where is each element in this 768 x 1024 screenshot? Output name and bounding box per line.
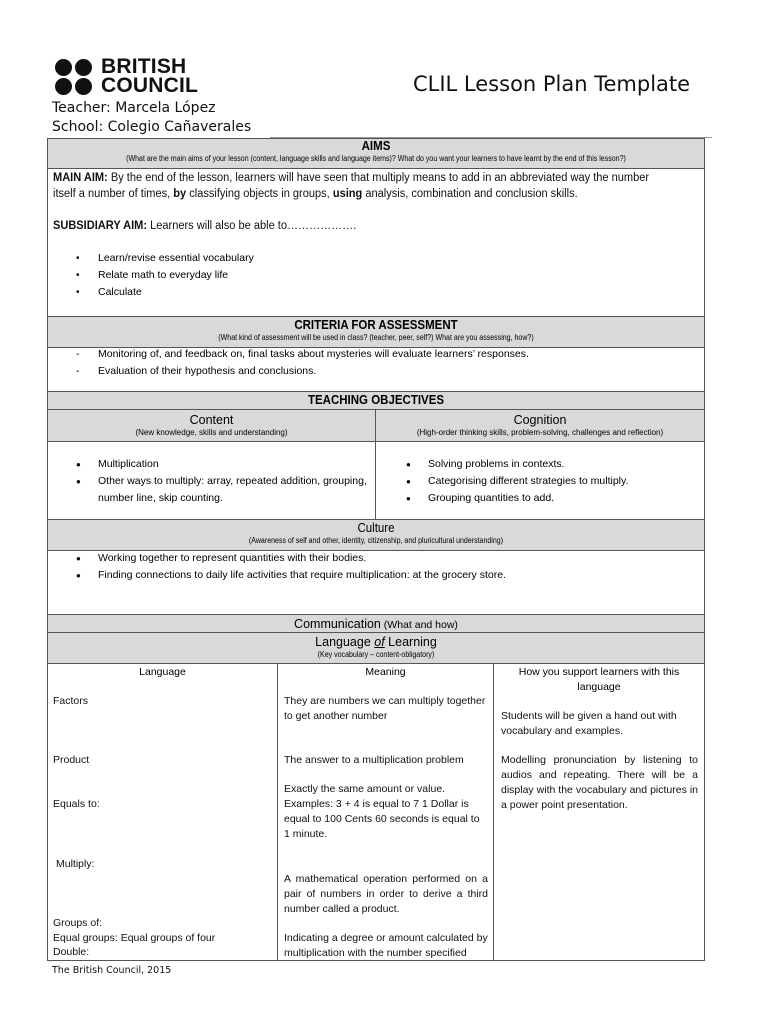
content-column-header [48,412,375,438]
school-line: School: Colegio Cañaverales [52,119,252,135]
list-item: • Relate math to everyday life [76,267,476,284]
meaning-column-header: Meaning [365,666,406,678]
meaning-double: Indicating a degree or amount calculated by multiplication with the number specified [284,932,488,959]
cognition-subtitle: (High-order thinking skills, problem-solving, challenges and reflection) [416,428,664,437]
term-groups-of: Groups of: [53,917,103,929]
term-product: Product [53,754,90,766]
term-factors: Factors [53,695,89,707]
footer-copyright: The British Council, 2015 [52,965,172,976]
list-item: • Learn/revise essential vocabulary [76,250,476,267]
term-double: Double: [53,946,90,958]
content-list [76,456,368,507]
teacher-line: Teacher: Marcela López [52,100,216,116]
assessment-header [48,317,704,347]
subsidiary-aim: SUBSIDIARY AIM: Learners will also be able to………………. [53,220,357,232]
meaning-equals-to: Exactly the same amount or value. [284,783,446,795]
culture-subheading: (Awareness of self and other, identity, citizenship, and pluricultural understanding) [248,536,504,545]
language-of-learning-heading: Language of Learning [315,635,437,649]
term-multiply: Multiply: [56,858,95,870]
cognition-column-header [376,412,704,438]
aims-subheading: (What are the main aims of your lesson (content, language skills and language items)? What do you want your learners to have learnt by the end of this lesson?) [126,154,626,163]
assessment-list [76,346,676,380]
objectives-heading: TEACHING OBJECTIVES [307,393,445,407]
meaning-factors: They are numbers we can multiply together to get another number [284,695,486,722]
support-column-header: How you support learners with this language [518,666,680,693]
content-subtitle: (New knowledge, skills and understanding) [135,428,288,437]
list-item: - Evaluation of their hypothesis and conclusions. [76,363,676,380]
list-item: ● Multiplication [76,456,368,473]
cognition-list [406,456,698,507]
subsidiary-aim-list [76,250,476,301]
communication-header [48,615,704,632]
list-item: ● Finding connections to daily life activities that require multiplication: at the grocery store. [76,567,696,584]
list-item: ● Working together to represent quantities with their bodies. [76,550,696,567]
culture-heading: Culture [357,521,395,535]
term-equal-groups: Equal groups: Equal groups of four [53,932,216,944]
term-equals-to: Equals to: [53,798,100,810]
british-council-logo [55,57,205,99]
support-handout: Students will be given a hand out with vocabulary and examples. [501,710,677,737]
list-item: ● Categorising different strategies to multiply. [406,473,698,490]
main-aim: MAIN AIM: By the end of the lesson, learners will have seen that multiply means to add in an abbreviated way the number itself a number of times, by classifying objects in groups, using analysis, combination and conclusion skills. [53,172,650,200]
assessment-heading: CRITERIA FOR ASSESSMENT [294,318,458,332]
list-item: - Monitoring of, and feedback on, final tasks about mysteries will evaluate learners’ responses. [76,346,676,363]
list-item: • Calculate [76,284,476,301]
culture-header [48,520,704,550]
list-item: ● Grouping quantities to add. [406,490,698,507]
language-column-header: Language [139,666,186,678]
language-of-learning-subheading: (Key vocabulary – content-obligatory) [317,650,435,659]
aims-header [48,139,704,168]
support-modelling: Modelling pronunciation by listening to audios and repeating. There will be a display with the vocabulary and pictures in a power point presentation. [501,754,698,811]
communication-heading: Communication (What and how) [294,617,458,631]
meaning-multiply: A mathematical operation performed on a pair of numbers in order to derive a third number called a product. [284,873,488,915]
assessment-subheading: (What kind of assessment will be used in class? (teacher, peer, self?) What are you assessing, how?) [218,333,534,342]
content-title: Content [189,413,234,427]
meaning-product: The answer to a multiplication problem [284,754,464,766]
aims-heading: AIMS [361,139,391,153]
culture-list [76,550,696,584]
logo-dots-icon [55,59,99,95]
list-item: ● Solving problems in contexts. [406,456,698,473]
document-title: CLIL Lesson Plan Template [413,72,691,96]
list-item: ● Other ways to multiply: array, repeated addition, grouping, number line, skip counting. [76,473,368,507]
language-of-learning-header [48,633,704,663]
logo-text: BRITISH COUNCIL [101,55,199,97]
meaning-equals-examples: Examples: 3 + 4 is equal to 7 1 Dollar is equal to 100 Cents 60 seconds is equal to 1 minute. [284,798,480,840]
cognition-title: Cognition [513,413,567,427]
objectives-header [48,392,704,409]
